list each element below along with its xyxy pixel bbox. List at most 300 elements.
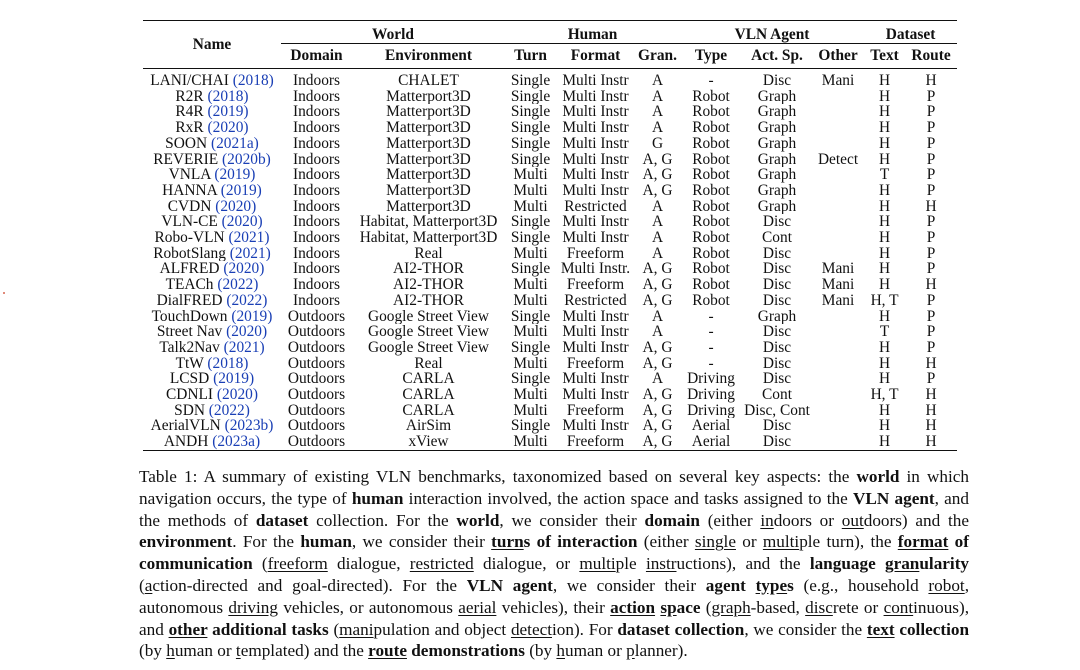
cell-other: Mani <box>821 72 855 89</box>
cell-domain: Indoors <box>292 292 341 309</box>
cell-environment: Matterport3D <box>386 167 471 183</box>
cell-gran: A, G <box>642 182 673 199</box>
cell-act-sp: Graph <box>757 198 797 215</box>
cell-text: H <box>878 371 891 388</box>
header-human: Human <box>505 21 680 44</box>
vln-benchmark-table <box>143 20 957 451</box>
cell-name <box>143 120 281 136</box>
cell-route: P <box>926 261 936 278</box>
cell-other <box>812 340 864 356</box>
cell-type: - <box>708 308 714 325</box>
cell-other: Mani <box>821 277 855 293</box>
table-row <box>143 120 957 136</box>
cell-domain: Indoors <box>292 277 341 293</box>
citation-link[interactable]: (2022) <box>208 402 250 419</box>
cell-name <box>143 371 281 387</box>
cell-environment: CARLA <box>402 371 455 388</box>
cell-turn: Multi <box>513 434 548 451</box>
cell-type: Robot <box>692 135 730 152</box>
cell-format: Multi Instr <box>562 120 629 136</box>
cell-route: H <box>925 72 937 89</box>
cell-gran: A <box>651 104 664 121</box>
cell-route: P <box>926 324 936 340</box>
citation-link[interactable]: (2023b) <box>224 418 274 435</box>
table-row <box>143 183 957 199</box>
cell-other: Mani <box>821 292 855 309</box>
cell-format: Multi Instr <box>562 418 629 435</box>
cell-turn: Multi <box>513 355 548 372</box>
cell-environment: Matterport3D <box>386 120 471 136</box>
cell-domain: Outdoors <box>287 339 346 356</box>
cell-other <box>812 214 864 230</box>
table-row <box>143 277 957 293</box>
cell-text: H <box>878 182 891 199</box>
cell-domain: Outdoors <box>287 418 346 435</box>
cell-environment: Habitat, Matterport3D <box>359 230 498 246</box>
benchmark-name: Street Nav <box>156 324 223 340</box>
citation-link[interactable]: (2020) <box>226 324 268 340</box>
cell-environment: Google Street View <box>367 339 490 356</box>
cell-gran: A, G <box>642 402 673 419</box>
cell-type: Robot <box>692 88 730 105</box>
table-row <box>143 324 957 340</box>
cell-route: P <box>926 230 936 246</box>
benchmark-name: DialFRED <box>156 292 223 309</box>
citation-link[interactable]: (2018) <box>207 355 249 372</box>
citation-link[interactable]: (2021) <box>229 245 271 262</box>
cell-turn: Single <box>510 72 551 89</box>
table-row <box>143 434 957 450</box>
cell-text: H <box>878 434 891 451</box>
cell-act-sp: Disc <box>762 434 792 451</box>
cell-route: H <box>925 198 937 215</box>
cell-type: Robot <box>692 182 730 199</box>
cell-format: Multi Instr <box>562 387 629 403</box>
table-row <box>143 104 957 120</box>
cell-turn: Single <box>510 339 551 356</box>
cell-domain: Indoors <box>292 182 341 199</box>
cell-domain: Outdoors <box>287 402 346 419</box>
cell-gran: A, G <box>642 355 673 372</box>
cell-format: Restricted <box>564 292 627 309</box>
cell-environment: AirSim <box>405 418 452 435</box>
cell-text: H, T <box>870 292 899 309</box>
cell-environment: Matterport3D <box>386 198 471 215</box>
table-row <box>143 387 957 403</box>
cell-format: Multi Instr <box>562 88 629 105</box>
cell-gran: A <box>651 245 664 262</box>
cell-domain: Outdoors <box>287 324 346 340</box>
cell-other <box>812 403 864 419</box>
benchmark-name: RxR <box>175 120 204 136</box>
cell-domain: Indoors <box>292 120 341 136</box>
table-row <box>143 246 957 262</box>
cell-gran: A, G <box>642 292 673 309</box>
header-domain: Domain <box>290 47 343 65</box>
cell-name <box>143 246 281 262</box>
cell-gran: A <box>651 88 664 105</box>
cell-environment: Real <box>414 355 443 372</box>
cell-format: Freeform <box>566 277 625 293</box>
table-body <box>143 69 957 451</box>
cell-text: H <box>878 308 891 325</box>
cell-turn: Multi <box>513 324 548 340</box>
benchmark-name: ANDH <box>163 434 209 451</box>
cell-turn: Single <box>510 308 551 325</box>
table-row <box>143 199 957 215</box>
benchmark-name: Talk2Nav <box>159 339 220 356</box>
cell-text: H <box>878 120 891 136</box>
cell-other <box>812 89 864 105</box>
cell-domain: Indoors <box>292 88 341 105</box>
citation-link[interactable]: (2021) <box>228 230 270 246</box>
cell-environment: Real <box>414 245 443 262</box>
cell-domain: Outdoors <box>287 308 346 325</box>
benchmark-name: SOON <box>165 135 208 152</box>
cell-other <box>812 309 864 325</box>
cell-type: Driving <box>687 387 735 403</box>
group-header-row <box>143 21 957 44</box>
cell-gran: A, G <box>642 167 673 183</box>
cell-turn: Multi <box>513 245 548 262</box>
cell-environment: AI2-THOR <box>393 261 464 278</box>
cell-gran: A, G <box>642 434 673 451</box>
cell-environment: Matterport3D <box>386 104 471 121</box>
table-row <box>143 403 957 419</box>
cell-act-sp: Disc <box>762 292 792 309</box>
cell-route: H <box>925 418 937 435</box>
benchmark-name: TouchDown <box>151 308 228 325</box>
cell-environment: AI2-THOR <box>393 277 464 293</box>
cell-text: T <box>879 324 890 340</box>
cell-route: P <box>926 308 936 325</box>
cell-name <box>143 293 281 309</box>
cell-turn: Single <box>510 151 551 168</box>
citation-link[interactable]: (2019) <box>231 308 273 325</box>
table-row <box>143 167 957 183</box>
cell-text: H <box>878 355 891 372</box>
cell-name <box>143 387 281 403</box>
benchmark-name: REVERIE <box>153 151 219 168</box>
benchmark-name: TEACh <box>165 277 214 293</box>
cell-format: Freeform <box>566 245 625 262</box>
benchmark-name: HANNA <box>162 182 217 199</box>
cell-name <box>143 69 281 89</box>
cell-act-sp: Disc <box>762 214 792 231</box>
table-row <box>143 340 957 356</box>
table-row <box>143 230 957 246</box>
header-other: Other <box>818 47 858 65</box>
cell-type: Robot <box>692 261 730 278</box>
cell-act-sp: Graph <box>757 167 797 183</box>
benchmark-name: ALFRED <box>159 261 220 278</box>
cell-name <box>143 324 281 340</box>
cell-other <box>812 230 864 246</box>
header-dataset: Dataset <box>864 21 957 44</box>
cell-domain: Indoors <box>292 135 341 152</box>
cell-type: Robot <box>692 292 730 309</box>
cell-format: Multi Instr <box>562 104 629 121</box>
citation-link[interactable]: (2021a) <box>210 135 259 152</box>
citation-link[interactable]: (2020b) <box>222 151 271 168</box>
table-caption: Table 1: A summary of existing VLN benchmarks, taxonomized based on several key aspects: the world in which navigation occurs, the type of human interaction involved, the action space and tasks assigned to the VLN agent, and the methods of dataset collection. For the world, we consider their domain (either indoors or outdoors) and the environment. For the human, we consider their turns of interaction (either single or multiple turn), the format of communication (freeform dialogue, restricted dialogue, or multiple instructions), and the language granularity (action-directed and goal-directed). For the VLN agent, we consider their agent types (e.g., household robot, autonomous driving vehicles, or autonomous aerial vehicles), their action space (graph-based, discrete or continuous), and other additional tasks (manipulation and object detection). For dataset collection, we consider the text collection (by human or templated) and the route demonstrations (by human or planner). <box>139 467 970 661</box>
cell-text: H <box>878 339 891 356</box>
cell-other <box>812 387 864 403</box>
cell-name <box>143 136 281 152</box>
citation-link[interactable]: (2019) <box>213 371 255 388</box>
cell-domain: Outdoors <box>287 371 346 388</box>
cell-format: Multi Instr <box>562 151 629 168</box>
cell-turn: Multi <box>513 387 548 403</box>
cell-other <box>812 167 864 183</box>
cell-format: Multi Instr <box>562 308 629 325</box>
table-row <box>143 371 957 387</box>
benchmark-name: R4R <box>175 104 204 121</box>
cell-name <box>143 230 281 246</box>
cell-route: H <box>925 402 937 419</box>
cell-text: H <box>878 230 891 246</box>
cell-turn: Single <box>510 261 551 278</box>
citation-link[interactable]: (2019) <box>207 104 249 121</box>
cell-turn: Multi <box>513 402 548 419</box>
cell-other <box>812 104 864 120</box>
cell-turn: Single <box>510 135 551 152</box>
cell-domain: Outdoors <box>287 434 346 451</box>
cell-format: Multi Instr <box>562 135 629 152</box>
cell-other <box>812 418 864 434</box>
cell-act-sp: Graph <box>757 308 797 325</box>
cell-other: Mani <box>821 261 855 278</box>
cell-type: Aerial <box>691 418 731 435</box>
cell-act-sp: Graph <box>757 182 797 199</box>
cell-gran: A, G <box>642 261 673 278</box>
cell-format: Multi Instr <box>562 167 629 183</box>
table-row <box>143 214 957 230</box>
cell-turn: Single <box>510 418 551 435</box>
cell-gran: A, G <box>642 339 673 356</box>
cell-gran: A <box>651 308 664 325</box>
cell-domain: Indoors <box>292 167 341 183</box>
cell-format: Multi Instr <box>562 230 629 246</box>
cell-format: Freeform <box>566 402 625 419</box>
cell-other <box>812 371 864 387</box>
cell-route: P <box>926 292 936 309</box>
cell-type: Robot <box>692 104 730 121</box>
cell-text: H <box>878 72 891 89</box>
header-act-sp: Act. Sp. <box>751 47 803 65</box>
citation-link[interactable]: (2019) <box>214 167 256 183</box>
cell-gran: A <box>651 198 664 215</box>
cell-other <box>812 136 864 152</box>
cell-turn: Multi <box>513 167 548 183</box>
citation-link[interactable]: (2020) <box>221 214 263 231</box>
cell-text: H <box>878 261 891 278</box>
cell-route: P <box>926 120 936 136</box>
benchmark-name: VLN-CE <box>161 214 218 231</box>
citation-link[interactable]: (2018) <box>232 72 274 89</box>
citation-link[interactable]: (2022) <box>217 277 259 293</box>
cell-turn: Single <box>510 230 551 246</box>
cell-name <box>143 340 281 356</box>
citation-link[interactable]: (2021) <box>223 339 265 356</box>
cell-environment: CHALET <box>398 72 459 89</box>
cell-format: Multi Instr <box>562 371 629 388</box>
cell-act-sp: Cont <box>762 387 792 403</box>
cell-act-sp: Disc <box>762 418 792 435</box>
cell-type: Robot <box>692 198 730 215</box>
cell-act-sp: Disc <box>762 355 792 372</box>
cell-type: Robot <box>692 245 730 262</box>
header-name: Name <box>192 35 232 53</box>
cell-act-sp: Graph <box>757 135 797 152</box>
cell-type: Robot <box>692 151 730 168</box>
cell-type: - <box>708 324 714 340</box>
cell-act-sp: Graph <box>757 151 797 168</box>
cell-type: - <box>708 339 714 356</box>
cell-format: Multi Instr <box>562 214 629 231</box>
citation-link[interactable]: (2020) <box>207 120 249 136</box>
table-row <box>143 152 957 168</box>
cell-gran: A, G <box>642 418 673 435</box>
cell-other <box>812 434 864 450</box>
cell-act-sp: Graph <box>757 120 797 136</box>
cell-text: H <box>878 277 891 293</box>
header-environment: Environment <box>385 47 472 65</box>
cell-format: Multi Instr <box>562 182 629 199</box>
cell-gran: A <box>651 324 664 340</box>
cell-domain: Indoors <box>292 72 341 89</box>
cell-turn: Multi <box>513 277 548 293</box>
header-type: Type <box>694 47 728 65</box>
cell-type: Driving <box>687 371 735 388</box>
cell-turn: Single <box>510 371 551 388</box>
citation-link[interactable]: (2020) <box>216 387 258 403</box>
citation-link[interactable]: (2023a) <box>212 434 261 451</box>
citation-link[interactable]: (2022) <box>226 292 268 309</box>
cell-turn: Single <box>510 104 551 121</box>
cell-route: P <box>926 182 936 199</box>
cell-domain: Indoors <box>292 104 341 121</box>
table-row <box>143 356 957 372</box>
cell-environment: Matterport3D <box>386 151 471 168</box>
cell-turn: Single <box>510 88 551 105</box>
cell-gran: A <box>651 214 664 231</box>
cell-domain: Indoors <box>292 151 341 168</box>
cell-name <box>143 403 281 419</box>
cell-name <box>143 214 281 230</box>
cell-route: P <box>926 104 936 121</box>
cell-route: P <box>926 135 936 152</box>
cell-text: H <box>878 151 891 168</box>
cell-name <box>143 104 281 120</box>
header-vln-agent: VLN Agent <box>680 21 864 44</box>
cell-type: Robot <box>692 214 730 231</box>
cell-domain: Indoors <box>292 198 341 215</box>
cell-environment: Google Street View <box>367 324 490 340</box>
benchmark-name: SDN <box>174 402 205 419</box>
table-row <box>143 418 957 434</box>
cell-text: H <box>878 198 891 215</box>
cell-name <box>143 152 281 168</box>
cell-gran: A, G <box>642 151 673 168</box>
table-row <box>143 261 957 277</box>
cell-gran: G <box>651 135 664 152</box>
benchmark-name: CDNLI <box>166 387 214 403</box>
cell-text: H, T <box>870 387 899 403</box>
benchmark-name: LANI/CHAI <box>150 72 229 89</box>
cell-route: P <box>926 88 936 105</box>
cell-route: H <box>925 355 937 372</box>
cell-route: P <box>926 371 936 388</box>
cell-turn: Multi <box>513 182 548 199</box>
cell-route: P <box>926 167 936 183</box>
cell-environment: CARLA <box>402 402 455 419</box>
cell-other <box>812 356 864 372</box>
cell-name <box>143 261 281 277</box>
cell-format: Multi Instr <box>562 72 629 89</box>
cell-text: T <box>879 167 890 183</box>
cell-act-sp: Disc <box>762 245 792 262</box>
cell-format: Freeform <box>566 355 625 372</box>
cell-type: Aerial <box>691 434 731 451</box>
citation-link[interactable]: (2020) <box>223 261 265 278</box>
cell-name <box>143 277 281 293</box>
table-row <box>143 69 957 89</box>
cell-act-sp: Disc <box>762 339 792 356</box>
cell-route: P <box>926 339 936 356</box>
cell-domain: Indoors <box>292 245 341 262</box>
cell-turn: Single <box>510 214 551 231</box>
header-text: Text <box>870 47 899 65</box>
cell-format: Multi Instr <box>562 339 629 356</box>
cell-text: H <box>878 245 891 262</box>
benchmark-name: R2R <box>175 88 204 105</box>
cell-format: Multi Instr. <box>560 261 631 278</box>
citation-link[interactable]: (2019) <box>220 182 262 199</box>
cell-gran: A <box>651 230 664 246</box>
table-row <box>143 309 957 325</box>
cell-name <box>143 418 281 434</box>
cell-text: H <box>878 88 891 105</box>
cell-domain: Indoors <box>292 261 341 278</box>
cell-environment: Matterport3D <box>386 88 471 105</box>
cell-type: - <box>708 355 714 372</box>
citation-link[interactable]: (2018) <box>207 88 249 105</box>
cell-other <box>812 120 864 136</box>
cell-name <box>143 356 281 372</box>
benchmark-name: AerialVLN <box>150 418 221 435</box>
benchmark-name: RobotSlang <box>153 245 226 262</box>
cell-type: Robot <box>692 120 730 136</box>
cell-environment: AI2-THOR <box>393 292 464 309</box>
cell-act-sp: Disc <box>762 371 792 388</box>
cell-name <box>143 434 281 450</box>
cell-gran: A <box>651 72 664 89</box>
cell-type: - <box>708 72 714 89</box>
header-gran: Gran. <box>638 47 677 65</box>
cell-act-sp: Disc <box>762 72 792 89</box>
header-world: World <box>281 21 505 44</box>
citation-link[interactable]: (2020) <box>215 198 257 215</box>
cell-text: H <box>878 135 891 152</box>
cell-domain: Indoors <box>292 214 341 231</box>
header-format: Format <box>570 47 621 65</box>
cell-turn: Single <box>510 120 551 136</box>
cell-gran: A, G <box>642 387 673 403</box>
cell-domain: Indoors <box>292 230 341 246</box>
cell-route: H <box>925 434 937 451</box>
cell-name <box>143 167 281 183</box>
